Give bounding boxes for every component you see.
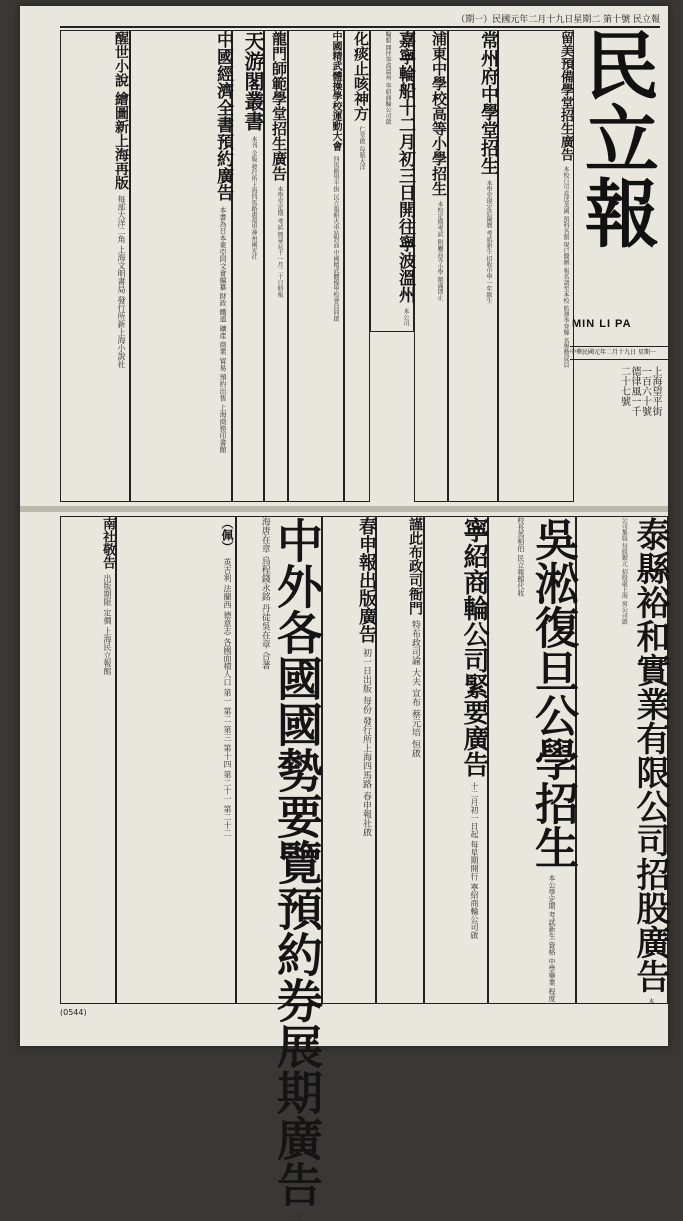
ad-title: 中國經濟全書預約廣告 xyxy=(213,31,233,201)
ad-government-notice xyxy=(376,516,424,1004)
ad-title: 天游閣叢書 xyxy=(241,31,265,131)
ad-title: 寧紹商輪公司緊要廣告 xyxy=(459,517,489,777)
ad-body: 四馬路望平街 民立報館火車站對面 中國精武體操學校會員同啟 xyxy=(332,156,339,322)
newspaper-sheet xyxy=(20,6,670,1221)
ad-body: 本校定期考試 附屬高等小學 額滿即止 xyxy=(436,201,443,301)
ad-title: 化痰止咳神方 xyxy=(352,31,370,121)
ad-pudong-school xyxy=(414,30,448,502)
ad-world-survey-coupon xyxy=(236,516,324,1221)
ad-title: 謹此布政司衙門 xyxy=(407,517,423,615)
ad-title: 吳淞復旦公學招生 xyxy=(527,517,578,869)
folio-number: (0544) xyxy=(60,1008,87,1017)
ad-fudan-school xyxy=(488,516,576,1004)
ad-body: 本校日可直送美國 預科名額 現已開辦 報名請至本校 監督李登輝 名譽贊成員 xyxy=(562,166,569,368)
masthead-char-2: 立 xyxy=(585,98,659,184)
ad-body: 本學堂定期 考試 簡章見十一月二十日時報 xyxy=(276,186,283,298)
ad-body: 每部大洋二角 上海文明書局 發行所新上海小說社 xyxy=(117,194,126,369)
ad-body: 特布政司諭 大夫 宣布 蔡元培 恒啟 xyxy=(410,620,420,758)
header-line: （期一）民國元年二月十九日星期二 第十號 民立報 xyxy=(60,12,660,28)
ad-steamship xyxy=(370,30,414,332)
ad-body: 本公學定期 考試新生 資格 中學畢業 程度 校長馬相伯 民立報館代收 xyxy=(516,517,556,1002)
ad-title: 留美預備學堂招生廣告 xyxy=(558,31,573,161)
ad-title: 泰縣裕和實業有限公司招股廣告 xyxy=(630,517,670,993)
ad-chunshen-newspaper xyxy=(322,516,376,1004)
ad-title: 中國精武體操學校運動大會 xyxy=(330,31,341,151)
ad-body: 上海唐在章 烏程錢永銘 丹徒吳在章 合著 xyxy=(259,517,302,1221)
ad-title: （佩） xyxy=(220,517,234,553)
ad-title: 南社敬告 xyxy=(100,517,115,569)
ad-nanshe-notice xyxy=(60,516,116,1004)
masthead-char-3: 報 xyxy=(585,172,659,258)
ad-body: 本學堂現定於陽曆 考試新生 招收中學一年級生 xyxy=(485,180,492,304)
ad-title: 龍門師範學堂招生廣告 xyxy=(270,31,288,181)
ad-statistics-table xyxy=(116,516,236,1004)
ad-taizhou-shares xyxy=(576,516,668,1004)
ad-title: 中外各國國勢要覽預約券展期廣告 xyxy=(270,517,324,1207)
ad-title: 浦東中學校高等小學招生 xyxy=(430,31,448,196)
ad-body: 十二月初一日起 每星期開行 寧紹商輪公司啟 xyxy=(470,782,479,940)
address-line-4: 二十七號 xyxy=(618,366,630,406)
ad-economic-encyclopedia xyxy=(130,30,232,502)
ad-body: 本刊 全版 發行所上海四馬路惠福里神州國光社 xyxy=(250,136,257,260)
ad-body: 本書為日本東亞同文會編纂 財政 鐵道 礦產 商業 貿易 預約出售 上海商務印書館 xyxy=(219,206,227,453)
ad-liumei-school xyxy=(498,30,574,502)
ad-body: 英吉利 法蘭西 德意志 各國面積人口 第一 第二 第三 第十四 第二十一 第二十二 xyxy=(223,558,232,837)
ad-ningshao-steamship xyxy=(424,516,488,1004)
ad-body: 出版期限 定價 上海民立報館 xyxy=(103,574,112,676)
ad-title: 常州府中學堂招生 xyxy=(478,31,499,175)
bottom-page xyxy=(20,512,670,1221)
address-line-2: 一百六十號 xyxy=(639,366,651,416)
ad-body: 本公司集股 每股銀元 招股處上海 寓公司啟 xyxy=(620,517,654,1005)
ad-longmen-normal-school xyxy=(264,30,288,502)
masthead xyxy=(578,24,666,350)
ad-body: 仁堂啟 每瓶大洋 xyxy=(358,126,365,171)
ad-jingwu-athletics xyxy=(288,30,344,502)
ad-cough-remedy xyxy=(344,30,370,502)
ad-illustrated-novel xyxy=(60,30,130,502)
ad-title: 嘉寧輪船十二月初三日開往寧波溫州 xyxy=(395,31,415,303)
masthead-char-1: 民 xyxy=(585,24,659,110)
masthead-latin: MIN LI PA xyxy=(572,318,632,330)
ad-tianyouge-books xyxy=(232,30,264,502)
ad-title: 春申報出版廣告 xyxy=(356,517,377,643)
ad-body: 初一日出版 每份 發行所上海四馬路 春申報社啟 xyxy=(361,648,371,837)
ad-changzhou-school xyxy=(448,30,498,502)
ad-title: 醒世小說 繪圖新上海再版 xyxy=(113,31,129,190)
ad-body: 本公司輪船 開往寧波溫州 寧紹商輪公司啟 xyxy=(384,31,409,327)
top-page xyxy=(20,6,668,506)
address-line-1: 上海望平街 xyxy=(650,366,661,416)
address-line-3: 德律風一千 xyxy=(629,366,640,416)
address-box xyxy=(580,366,660,481)
masthead-dateline: 中華民國元年二月十九日 星期一 xyxy=(570,346,668,360)
